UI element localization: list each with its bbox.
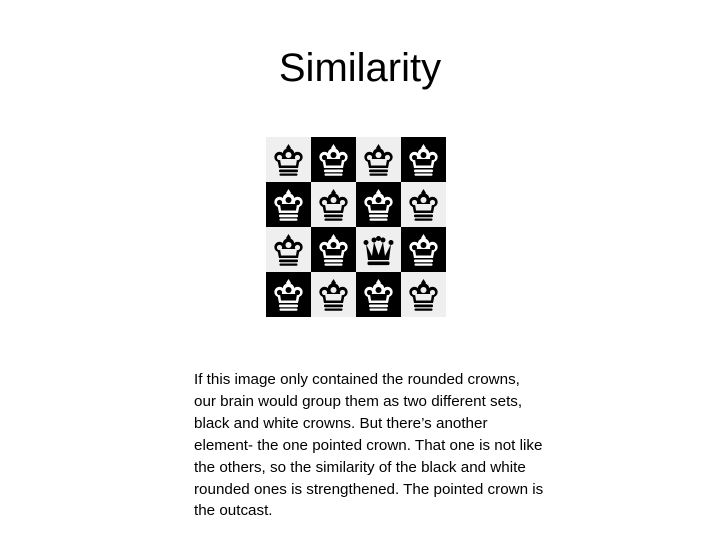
slide-title: Similarity: [278, 46, 442, 90]
crown-grid-image: [266, 137, 446, 317]
grid-square-light: [356, 227, 401, 272]
slide-body-text: If this image only contained the rounded crowns, our brain would group them as two different sets, black and white crowns. But there’s another element- the one pointed crown. That one is not like the others, so the similarity of the black and white rounded ones is strengthened. The pointed crown is the outcast.: [194, 371, 544, 520]
